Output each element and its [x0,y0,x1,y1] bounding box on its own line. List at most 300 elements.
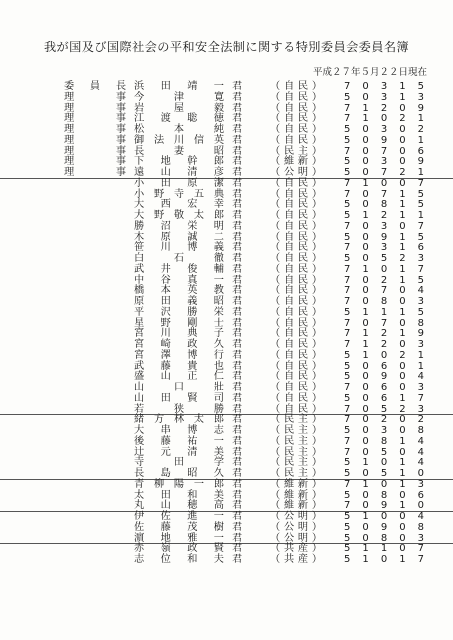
member-name-char: 義 [213,242,224,254]
member-room-digit: 5 [344,457,351,469]
member-room-digit: 8 [417,521,424,533]
member-room-digit: 0 [362,468,369,479]
member-room-digit: 3 [417,403,424,415]
member-name [134,426,224,437]
member-name-char: 中 [134,274,145,286]
member-party-char: 自 [283,81,295,92]
member-name-char: 井 [160,263,171,275]
member-party-char: 民 [297,102,309,114]
member-room-digit: 1 [399,306,406,318]
member-party-char: （ [270,425,281,436]
member-name-char: 木 [134,231,145,243]
member-room-digit: 7 [344,188,351,200]
member-honorific: 君 [232,457,243,469]
member-name-char: 典 [187,328,198,340]
member-party-char: 自 [283,296,295,307]
member-room-digit: 5 [344,392,351,404]
member-name-char: 橋 [134,285,145,297]
member-room-digit: 0 [399,521,406,533]
member-party-char: 維 [283,156,295,168]
member-honorific: 君 [232,392,243,404]
member-party-char: 自 [283,102,295,114]
member-role-char: 事 [115,102,126,114]
member-party-char: 主 [297,435,309,447]
member-room-digit: 1 [362,306,369,318]
member-room-digit: 0 [399,425,406,436]
member-party-char: ） [311,457,322,469]
member-party-char: 自 [283,134,295,146]
member-room-digit: 7 [344,403,351,415]
member-room-digit: 7 [344,339,351,350]
member-party-char: 自 [283,263,295,275]
member-name-char: 一 [193,478,205,490]
member-role-char: 理 [64,113,75,125]
member-party-char: 維 [283,489,295,501]
member-name-char: 郎 [213,210,224,221]
member-room-digit: 1 [399,242,406,254]
member-honorific: 君 [232,188,243,200]
member-party-char: （ [270,242,281,254]
member-party-char: 民 [297,382,309,393]
member-name-char: 山 [160,500,171,512]
member-name-char: 英 [213,134,224,146]
member-room-digit: 0 [399,446,406,458]
member-room-digit: 5 [417,306,424,318]
member-name-char: 清 [187,446,198,458]
member-name-char: 位 [160,554,171,565]
member-room-digit: 1 [362,102,369,114]
member-party [270,555,322,566]
member-party-char: ） [311,360,322,372]
member-name-char: 妻 [173,145,185,157]
member-room-digit: 0 [380,478,388,490]
member-party-char: 民 [297,306,309,318]
member-party-char: 自 [283,113,295,125]
member-name-char: 寺 [134,457,145,469]
member-party-char: （ [270,457,281,469]
member-name-char: 一 [213,81,224,92]
member-name-char: 久 [213,339,224,350]
member-name-char: 川 [160,328,171,340]
member-name-char: 方 [153,414,165,426]
member-room-digit: 8 [380,489,388,501]
member-room-digit: 6 [417,145,424,157]
member-party-char: （ [270,81,281,92]
member-name-char: 夫 [213,554,224,565]
member-room-digit: 0 [380,263,388,275]
member-party-char: （ [270,339,281,350]
member-party-char: 共 [283,543,295,555]
member-party-char: （ [270,392,281,404]
member-party-char: 自 [283,317,295,329]
member-party-char: 民 [283,457,295,469]
member-name-char: 田 [160,177,171,189]
member-name-char: 遠 [134,167,145,178]
member-name-char: 樹 [213,521,224,533]
member-room-digit: 6 [380,360,388,372]
member-party [270,136,322,147]
member-room-digit: 1 [399,231,406,243]
member-name [134,190,224,201]
member-room-digit: 1 [399,91,406,103]
member-role-char: 事 [115,113,126,125]
member-party-char: 自 [283,306,295,318]
member-room-digit: 0 [362,489,369,501]
member-name-char: 長 [134,468,145,479]
member-name-char: 藤 [160,521,171,533]
member-party-char: ） [311,468,322,479]
member-party-char: 民 [297,113,309,125]
member-party-char: 共 [283,554,295,565]
member-name-char: 屋 [173,102,185,114]
member-party [270,351,322,362]
member-party-char: （ [270,199,281,211]
member-party-char: （ [270,124,281,135]
member-name-char: 聡 [187,113,198,125]
member-name [134,351,224,362]
member-name-char: 寛 [213,91,224,103]
member-party-char: ） [311,500,322,512]
member-name-char: 彦 [213,167,224,178]
member-role-char: 理 [64,91,75,103]
member-room-digit: 1 [362,478,369,490]
member-name [134,254,224,265]
member-name-char: 正 [187,371,198,383]
member-party-char: ） [311,91,322,103]
member-honorific: 君 [232,253,243,264]
member-name-char: 宏 [187,199,198,211]
member-row [56,437,440,448]
member-row [56,222,440,233]
member-name-char: 西 [160,199,171,211]
member-room-digit: 0 [362,285,369,297]
member-room-digit: 7 [417,263,424,275]
member-party-char: ） [311,145,322,157]
member-name [134,276,224,287]
member-name-char: 沼 [160,220,171,232]
member-name-char: 政 [187,543,198,555]
member-row [56,179,440,190]
member-name-char: 赤 [134,543,145,555]
member-name-char: 若 [134,403,145,415]
member-party-char: 民 [283,425,295,436]
member-party-char: （ [270,500,281,512]
member-room-digit: 1 [399,274,406,286]
member-party-char: 明 [297,532,309,544]
member-party-char: ） [311,242,322,254]
member-party-char: （ [270,328,281,340]
member-party-char: ） [311,489,322,501]
member-room-number [344,480,424,491]
member-name-char: 昭 [213,296,224,307]
member-room-digit: 7 [344,145,351,157]
member-name-char: 一 [213,511,224,522]
member-role-char: 事 [115,156,126,168]
member-room-digit: 7 [380,188,388,200]
member-room-digit: 0 [399,220,406,232]
member-room-digit: 5 [344,360,351,372]
member-room-digit: 2 [417,414,424,426]
member-party-char: ） [311,253,322,264]
member-party-char: （ [270,263,281,275]
member-name [134,491,224,502]
member-name-char: 元 [160,446,171,458]
member-room-digit: 1 [362,349,369,361]
member-party-char: （ [270,468,281,479]
member-party-char: ） [311,371,322,383]
member-party-char: （ [270,532,281,544]
member-room-number [344,93,424,104]
member-name [134,104,224,115]
member-name [134,147,224,158]
member-room-digit: 5 [344,468,351,479]
member-honorific: 君 [232,285,243,297]
member-room-digit: 3 [417,478,424,490]
member-name-char: 徳 [213,113,224,125]
member-name [134,544,224,555]
member-name-char: 剛 [187,317,198,329]
member-party-char: ） [311,102,322,114]
member-party-char: 明 [297,167,309,178]
member-room-digit: 0 [362,392,369,404]
member-name-char: 一 [213,435,224,447]
member-room-digit: 0 [362,435,369,447]
member-name-char: 原 [187,177,198,189]
member-name-char: 幸 [213,199,224,211]
member-room-digit: 9 [417,328,424,340]
member-name-char: 幹 [187,156,198,168]
member-name-char: 政 [187,339,198,350]
member-room-digit: 0 [399,543,406,555]
member-party-char: 民 [297,220,309,232]
member-name-char: 宮 [134,339,145,350]
member-name [134,480,224,491]
member-room-number [344,351,424,362]
member-room-digit: 2 [380,328,388,340]
member-name-char: 津 [173,91,185,103]
member-room-digit: 0 [362,124,369,135]
member-honorific: 君 [232,296,243,307]
member-name [134,555,224,566]
member-room-digit: 5 [344,371,351,383]
member-room-digit: 0 [399,360,406,372]
member-row [56,351,440,362]
member-honorific: 君 [232,113,243,125]
member-room-digit: 0 [399,511,406,522]
member-name [134,523,224,534]
member-party-char: 自 [283,328,295,340]
member-honorific: 君 [232,414,243,426]
member-room-digit: 0 [362,167,369,178]
member-honorific: 君 [232,220,243,232]
member-room-digit: 7 [380,167,388,178]
member-honorific: 君 [232,468,243,479]
member-room-digit: 1 [399,263,406,275]
member-name-char: 野 [153,210,165,221]
member-honorific: 君 [232,521,243,533]
member-row [56,265,440,276]
member-name-char: 宮 [134,328,145,340]
member-honorific: 君 [232,403,243,415]
member-name [134,362,224,373]
member-room-digit: 5 [417,274,424,286]
member-party-char: （ [270,306,281,318]
member-name [134,329,224,340]
member-room-digit: 0 [362,242,369,254]
member-name-char: 穂 [187,500,198,512]
member-name-char: 司 [213,392,224,404]
member-party-char: （ [270,521,281,533]
member-room-digit: 0 [399,532,406,544]
member-party-char: ） [311,285,322,297]
member-party-char: （ [270,478,281,490]
member-name [134,458,224,469]
member-room-digit: 2 [380,414,388,426]
member-name-char: 緒 [134,414,145,426]
member-name [134,286,224,297]
member-name-char: 御 [134,134,145,146]
member-name-char: 博 [187,242,198,254]
member-name-char: 沢 [160,306,171,318]
member-room-digit: 1 [362,328,369,340]
member-room-digit: 0 [399,317,406,329]
member-room-digit: 8 [380,435,388,447]
member-party-char: （ [270,349,281,361]
member-name [134,233,224,244]
member-honorific: 君 [232,242,243,254]
member-room-digit: 5 [344,532,351,544]
member-room-digit: 7 [344,296,351,307]
member-room-digit: 7 [380,145,388,157]
member-honorific: 君 [232,425,243,436]
member-room-digit: 1 [362,554,369,565]
member-name-char: 崎 [160,339,171,350]
member-party-char: ） [311,521,322,533]
member-room-digit: 9 [380,231,388,243]
member-name-char: 島 [160,468,171,479]
member-room-digit: 1 [380,306,388,318]
member-room-digit: 0 [362,403,369,415]
member-party-char: 産 [297,554,309,565]
member-room-digit: 7 [344,274,351,286]
member-name-char: 志 [134,554,145,565]
member-name-char: 大 [134,199,145,211]
member-name-char: 谷 [160,274,171,286]
member-party-char: 自 [283,360,295,372]
member-room-digit: 1 [399,478,406,490]
member-party-char: ） [311,81,322,92]
member-room-digit: 5 [344,253,351,264]
member-party-char: （ [270,543,281,555]
member-name-char: 郎 [213,156,224,168]
member-room-digit: 0 [399,145,406,157]
member-room-digit: 0 [362,532,369,544]
member-room-digit: 7 [344,382,351,393]
member-party [270,222,322,233]
member-room-digit: 8 [380,532,388,544]
member-room-digit: 9 [380,521,388,533]
member-party-char: ） [311,511,322,522]
member-room-digit: 7 [417,220,424,232]
member-honorific: 君 [232,263,243,275]
member-room-digit: 0 [399,156,406,168]
member-room-digit: 8 [417,425,424,436]
member-party-char: 主 [297,414,309,426]
member-name-char: 徹 [213,253,224,264]
member-name-char: 行 [213,349,224,361]
member-name [134,265,224,276]
member-name-char: 純 [213,124,224,135]
member-name-char: 壯 [213,382,224,393]
member-room-digit: 1 [399,392,406,404]
member-party-char: 民 [297,360,309,372]
member-room-digit: 0 [362,360,369,372]
member-room-digit: 1 [362,113,369,125]
member-role-char: 理 [64,102,75,114]
member-name [134,179,224,190]
member-party-char: 民 [297,274,309,286]
member-honorific: 君 [232,500,243,512]
member-name-char: 串 [160,425,171,436]
member-room-digit: 8 [380,199,388,211]
member-party-char: 自 [283,339,295,350]
member-party-char: （ [270,91,281,103]
member-room-digit: 5 [344,489,351,501]
member-name-char: 田 [160,81,171,92]
member-name-char: 澤 [160,349,171,361]
member-name-char: 一 [213,274,224,286]
member-honorific: 君 [232,231,243,243]
member-roster [56,82,440,566]
member-room-digit: 0 [417,500,424,512]
member-room-digit: 1 [399,457,406,469]
member-party [270,93,322,104]
member-party-char: 維 [283,500,295,512]
member-name-char: 星 [134,317,145,329]
member-room-digit: 1 [399,188,406,200]
member-name-char: 栄 [187,220,198,232]
member-name-char: 江 [134,113,145,125]
member-name-char: 口 [173,382,185,393]
member-party-char: （ [270,220,281,232]
member-room-digit: 0 [399,371,406,383]
member-party-char: 民 [297,177,309,189]
member-name-char: 子 [213,328,224,340]
member-honorific: 君 [232,532,243,544]
member-name-char: 山 [134,382,145,393]
member-room-digit: 1 [417,210,424,221]
member-honorific: 君 [232,554,243,565]
member-party-char: 民 [297,91,309,103]
member-party-char: 民 [283,435,295,447]
member-room-digit: 2 [380,210,388,221]
member-room-digit: 0 [362,81,369,92]
member-room-digit: 1 [399,81,406,92]
member-room-digit: 0 [399,296,406,307]
member-name-char: 士 [213,317,224,329]
member-role-char: 事 [115,167,126,178]
member-room-digit: 9 [380,134,388,146]
member-party-char: 民 [297,253,309,264]
member-party-char: 自 [283,285,295,297]
member-room-digit: 5 [380,468,388,479]
member-room-digit: 7 [344,435,351,447]
member-role-char: 理 [64,167,75,178]
member-room-digit: 6 [417,242,424,254]
member-room-digit: 5 [344,521,351,533]
member-name-char: 岩 [134,102,145,114]
member-name-char: 寺 [173,188,185,200]
